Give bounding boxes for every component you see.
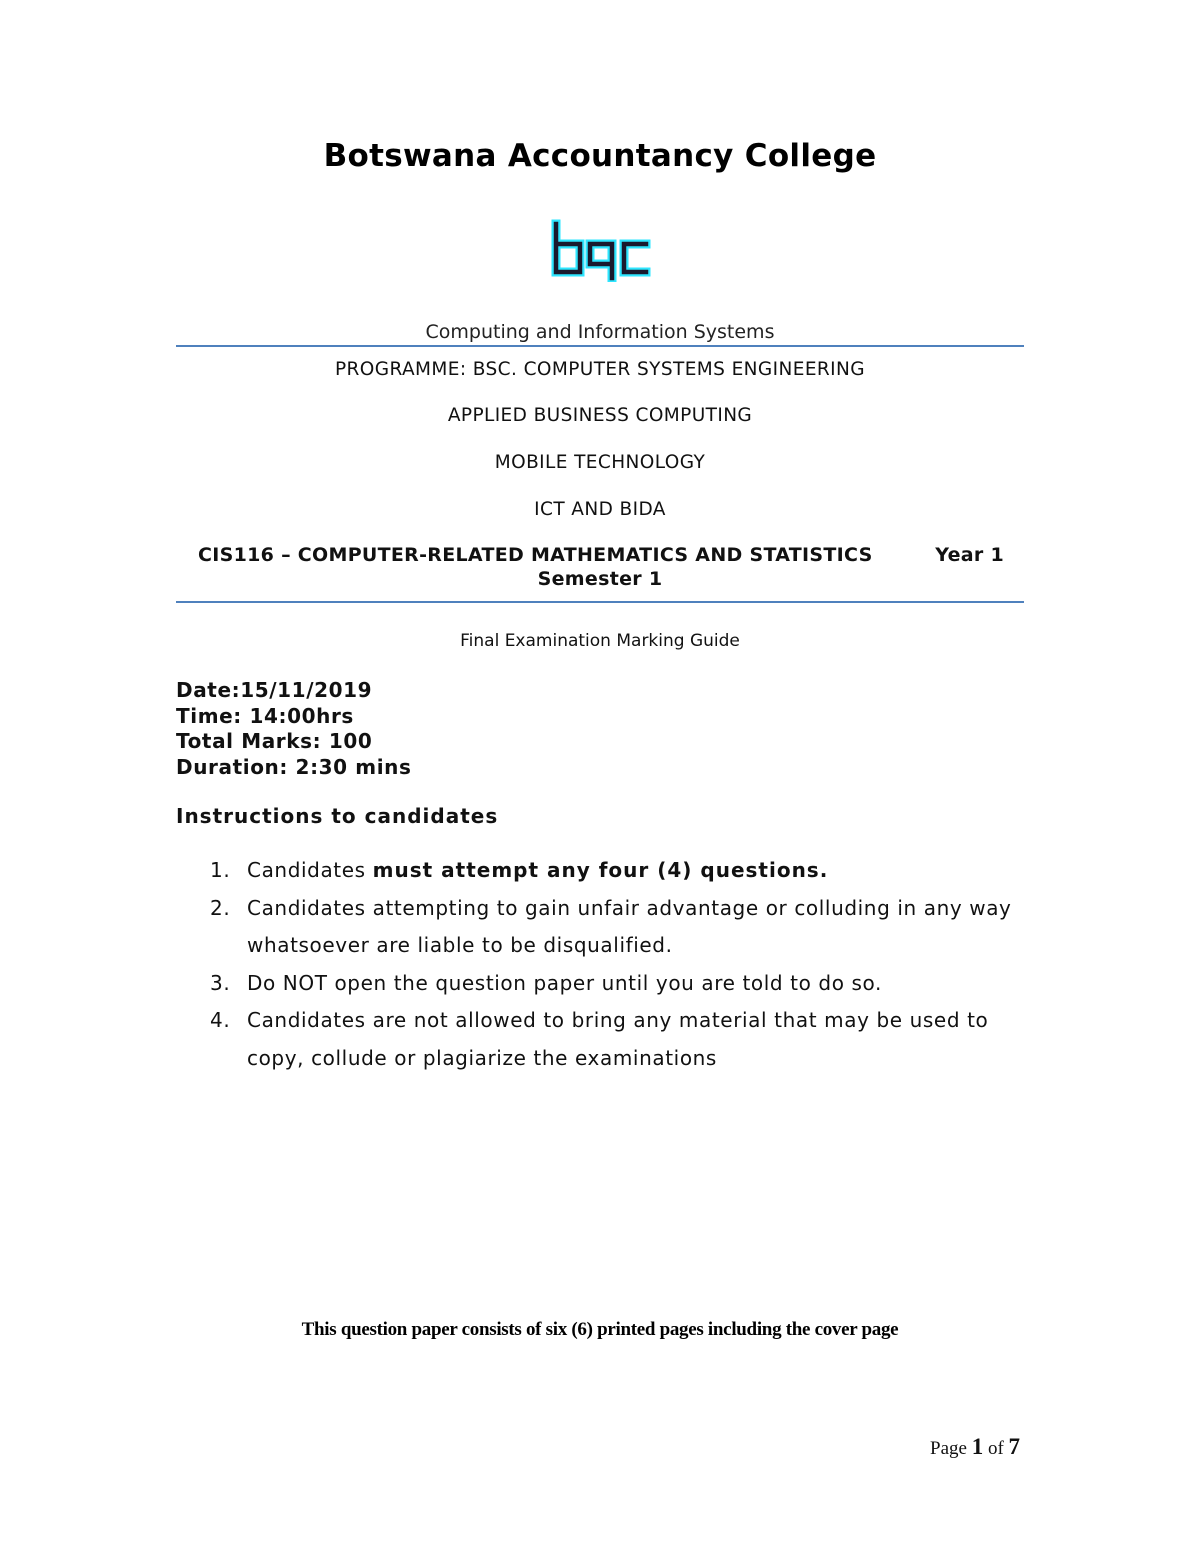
college-logo — [548, 218, 652, 282]
course-title: CIS116 – COMPUTER-RELATED MATHEMATICS AND STATISTICS — [198, 544, 873, 566]
instruction-text: Candidates — [247, 858, 373, 882]
programme-line: APPLIED BUSINESS COMPUTING — [447, 405, 753, 426]
exam-total-marks: Total Marks: 100 — [176, 729, 373, 753]
page-number-current: 1 — [971, 1434, 984, 1459]
exam-time: Time: 14:00hrs — [176, 703, 354, 728]
exam-date: Date:15/11/2019 — [176, 678, 373, 702]
page-number-separator: of — [983, 1438, 1009, 1459]
page-number — [930, 1434, 1020, 1460]
divider-bottom — [176, 601, 1024, 603]
exam-details — [176, 678, 412, 780]
programme-line: MOBILE TECHNOLOGY — [494, 452, 706, 473]
document-type: Final Examination Marking Guide — [460, 631, 740, 651]
instruction-emphasis: must attempt any four (4) questions. — [372, 858, 829, 882]
programme-title: PROGRAMME: BSC. COMPUTER SYSTEMS ENGINEERING — [334, 359, 866, 380]
instruction-item — [210, 1002, 1020, 1077]
instructions-list — [210, 852, 1020, 1077]
instruction-text: Do NOT open the question paper until you are told to do so. — [247, 970, 882, 995]
instruction-number: 2. — [210, 895, 231, 920]
course-semester: Semester 1 — [537, 568, 663, 590]
instruction-item — [210, 852, 1020, 890]
college-title: Botswana Accountancy College — [323, 138, 877, 174]
course-year: Year 1 — [935, 544, 1004, 566]
page-count-note: This question paper consists of six (6) printed pages including the cover page — [301, 1319, 899, 1340]
instruction-item — [210, 890, 1020, 965]
divider-top — [176, 345, 1024, 347]
logo-glyphs — [556, 224, 646, 278]
programme-line: ICT AND BIDA — [534, 499, 666, 520]
instruction-text: Candidates attempting to gain unfair advantage or colluding in any way whatsoever are liable to be disqualified. — [247, 895, 1012, 957]
exam-duration: Duration: 2:30 mins — [176, 754, 412, 779]
department-name: Computing and Information Systems — [425, 321, 775, 343]
instruction-number: 3. — [210, 970, 231, 995]
instruction-text: Candidates are not allowed to bring any material that may be used to copy, collude or plagiarize the examinations — [247, 1008, 989, 1070]
instruction-number: 4. — [210, 1008, 231, 1032]
instructions-heading: Instructions to candidates — [176, 804, 499, 828]
instruction-item — [210, 965, 1020, 1003]
instruction-number: 1. — [210, 858, 231, 882]
page-number-total: 7 — [1008, 1434, 1021, 1459]
page-number-prefix: Page — [930, 1438, 972, 1459]
